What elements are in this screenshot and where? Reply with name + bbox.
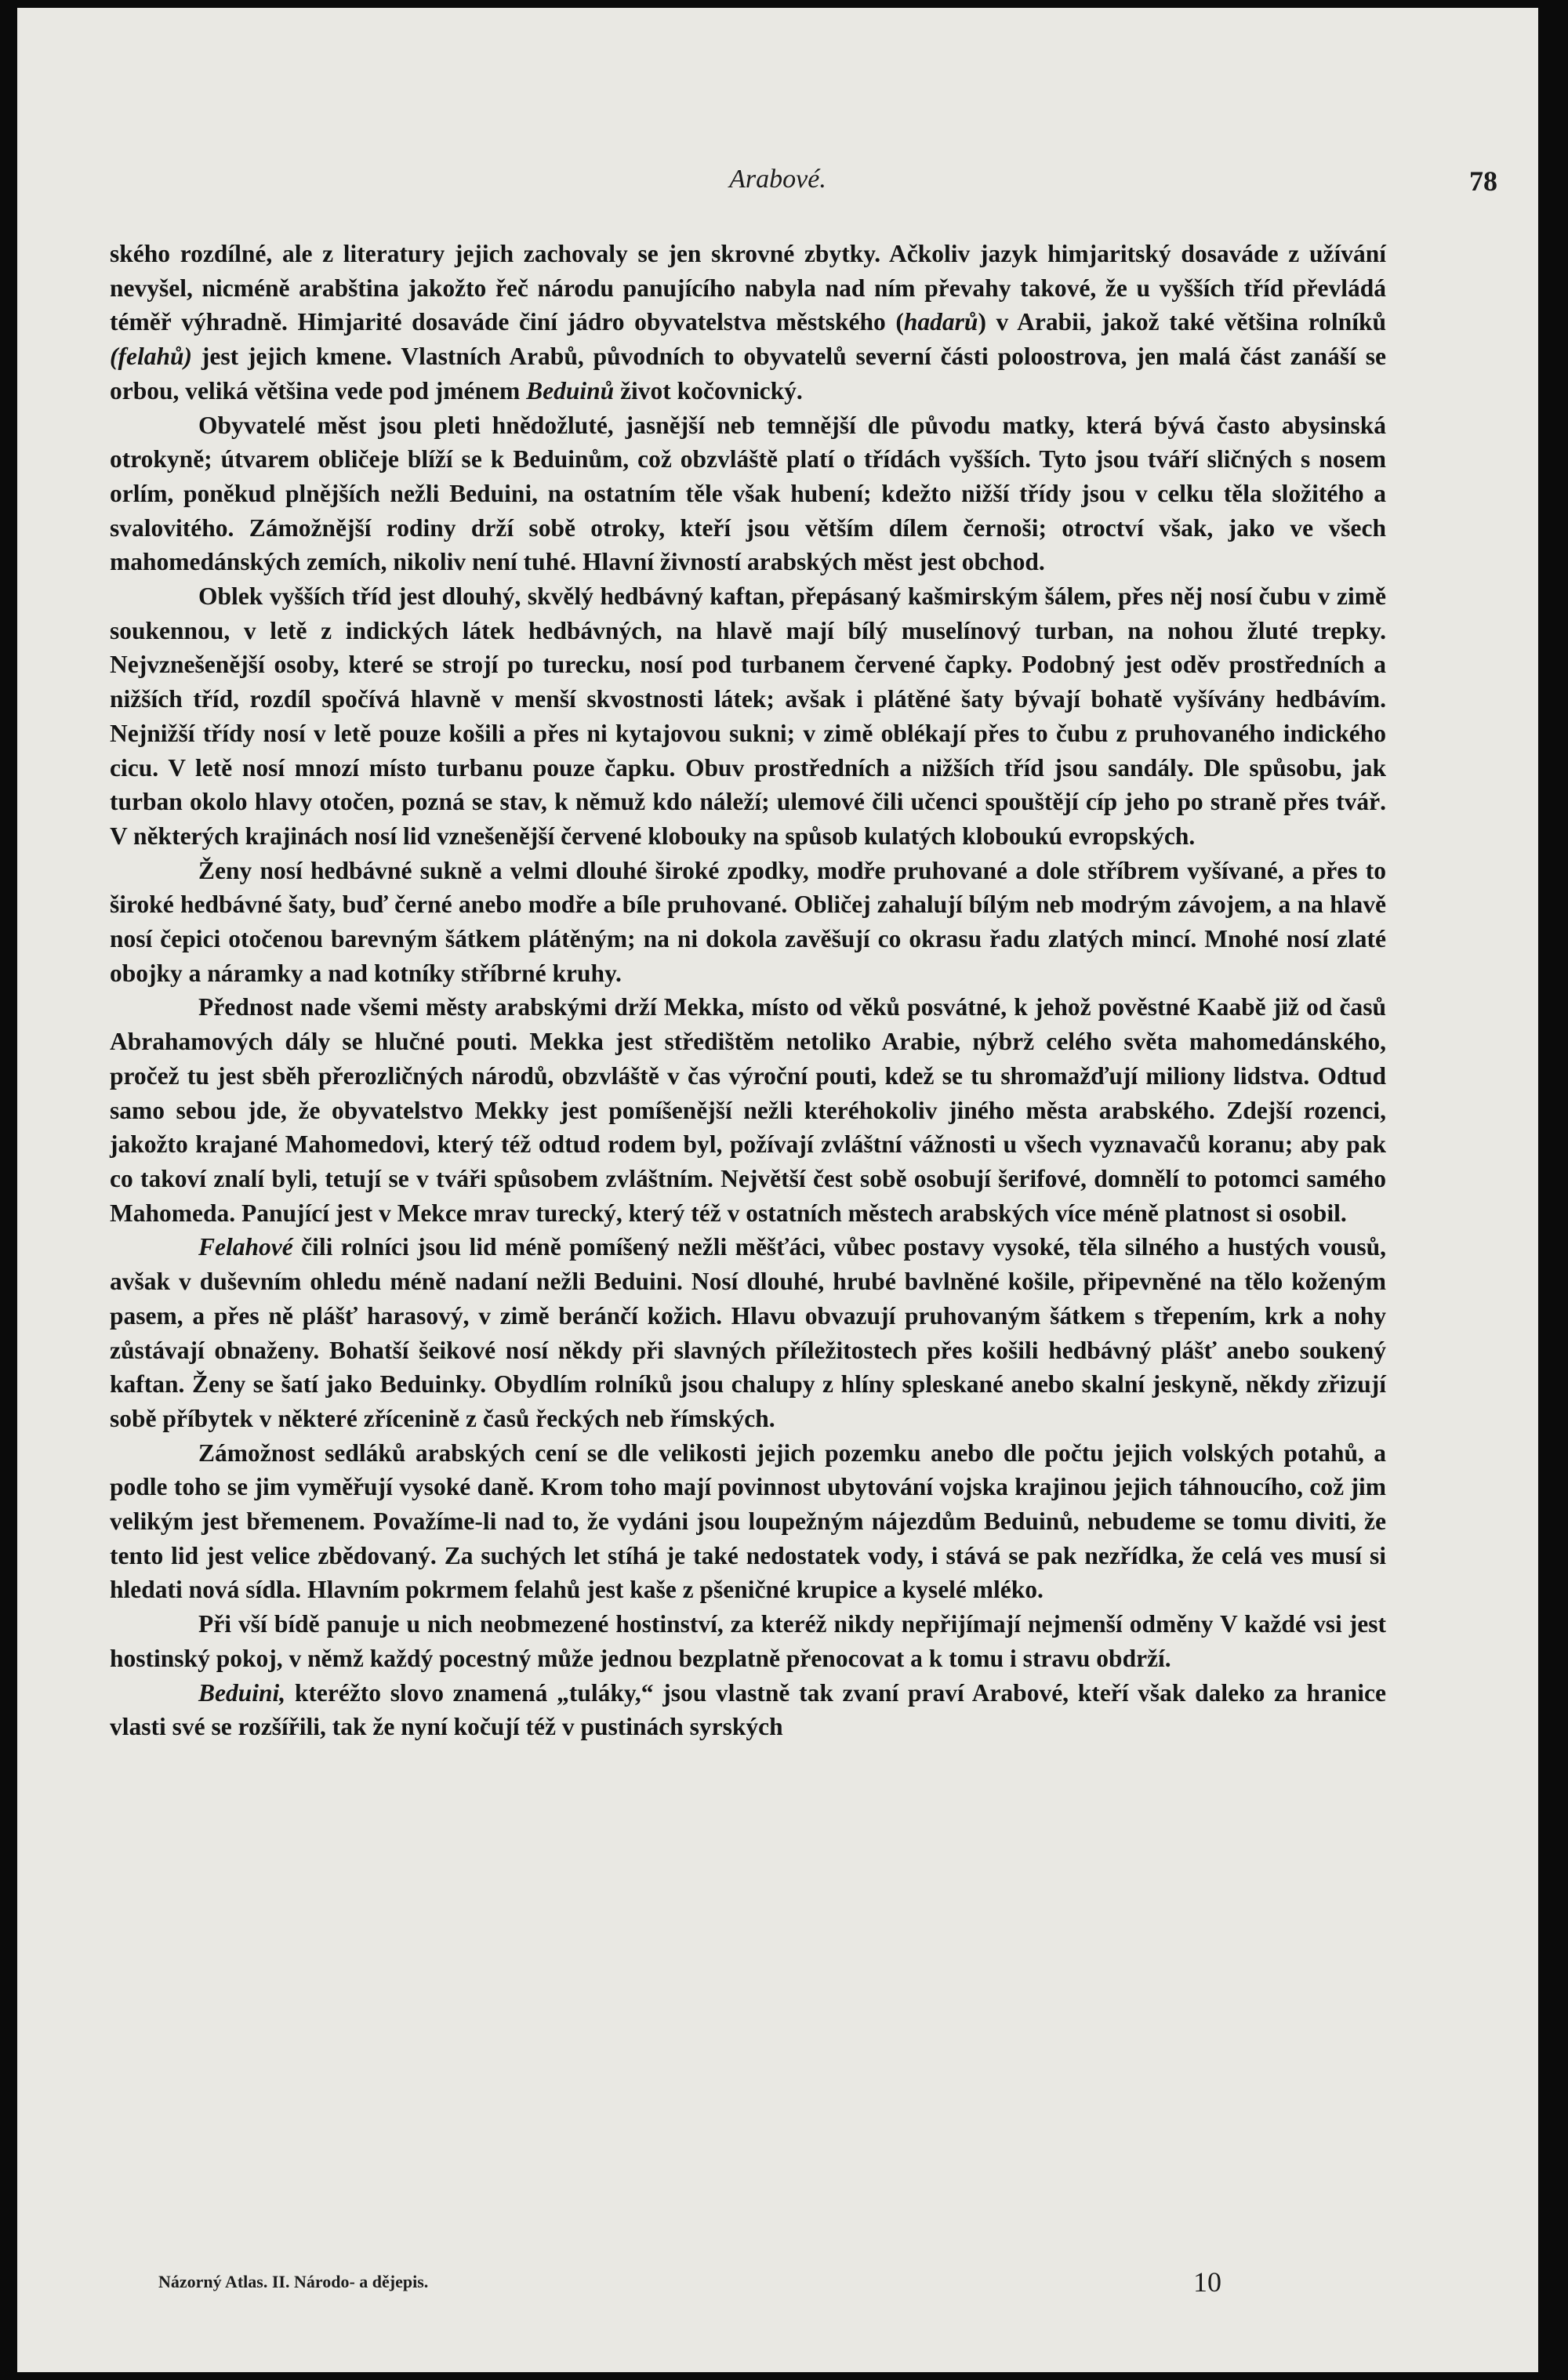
paragraph [110, 1436, 1386, 1608]
text-run: kteréžto slovo znamená „tuláky,“ jsou vlastně tak zvaní praví Arabové, kteří však daleko za hranice vlasti své se rozšířili, tak že nyní kočují též v pustinách syrských [110, 1678, 1386, 1741]
italic-term: Felahové [198, 1233, 293, 1261]
text-run: Ženy nosí hedbávné sukně a velmi dlouhé široké zpodky, modře pruhované a dole stříbrem vyšívané, a přes to široké hedbávné šaty, buď černé anebo modře a bíle pruhované. Obličej zahalují bílým neb modrým závojem, a na hlavě nosí čepici otočenou barevným šátkem plátěným; na ni dokola zavěšují co okrasu řadu zlatých mincí. Mnohé nosí zlaté obojky a náramky a nad kotníky stříbrné kruhy. [110, 856, 1386, 987]
paragraph [110, 1607, 1386, 1675]
italic-term: hadarů [903, 308, 978, 336]
italic-term: Beduinů [526, 376, 615, 405]
paragraph [110, 408, 1386, 580]
running-title: Arabové. [729, 165, 826, 194]
paragraph [110, 579, 1386, 854]
text-run: Zámožnost sedláků arabských cení se dle velikosti jejich pozemku anebo dle počtu jejich volských potahů, a podle toho se jim vyměřují vysoké daně. Krom toho mají povinnost ubytování vojska krajinou jejich táhnoucího, což jim velikým jest břemenem. Považíme-li nad to, že vydáni jsou loupežným nájezdům Beduinů, nebudeme se tomu diviti, že tento lid jest velice zbědovaný. Za suchých let stíhá je také nedostatek vody, i stává se pak nezřídka, že celá ves musí si hledati nová sídla. Hlavním pokrmem felahů jest kaše z pšeničné krupice a kyselé mléko. [110, 1439, 1386, 1604]
page-footer [17, 2266, 1538, 2305]
text-run: Přednost nade všemi městy arabskými drží Mekka, místo od věků posvátné, k jehož pověstné Kaabě již od časů Abrahamových dály se hlučné pouti. Mekka jest středištěm netoliko Arabie, nýbrž celého světa mahomedánského, pročež tu jest sběh přerozličných národů, obzvláště v čas výroční pouti, kdež se tu shromažďují miliony lidstva. Odtud samo sebou jde, že obyvatelstvo Mekky jest pomíšenější nežli kteréhokoliv jiného města arabského. Zdejší rozenci, jakožto krajané Mahomedovi, který též odtud rodem byl, požívají zvláštní vážnosti u všech vyznavačů koranu; aby pak co takoví znalí byli, tetují se v tváři spůsobem zvláštním. Největší čest sobě osobují šerifové, domnělí to potomci samého Mahomeda. Panující jest v Mekce mrav turecký, který též v ostatních městech arabských více méně platnost si osobil. [110, 993, 1386, 1227]
text-run: život kočovnický. [614, 376, 803, 405]
text-run: Oblek vyšších tříd jest dlouhý, skvělý hedbávný kaftan, přepásaný kašmirským šálem, přes něj nosí čubu v zimě soukennou, v letě z indických látek hedbávných, na hlavě mají bílý muselínový turban, na nohou žluté trepky. Nejvznešenější osoby, které se strojí po turecku, nosí pod turbanem červené čapky. Podobný jest oděv prostředních a nižších tříd, rozdíl spočívá hlavně v menší skvostnosti látek; avšak i plátěné šaty bývají bohatě vyšívány hedbávím. Nejnižší třídy nosí v letě pouze košili a přes ni kytajovou sukni; v zimě oblékají přes to čubu z pruhovaného indického cicu. V letě nosí mnozí místo turbanu pouze čapku. Obuv prostředních a nižších tříd jsou sandály. Dle spůsobu, jak turban okolo hlavy otočen, pozná se stav, k němuž kdo náleží; ulemové čili učenci spouštějí cíp jeho po straně přes tvář. V některých krajinách nosí lid vznešenější červené klobouky na spůsob kulatých kloboukú evropských. [110, 582, 1386, 850]
page-number: 78 [1469, 165, 1497, 197]
body-text [110, 237, 1386, 1744]
italic-term: (felahů) [110, 343, 192, 371]
text-run: ského rozdílné, ale z literatury jejich zachovaly se jen skrovné zbytky. Ačkoliv jazyk himjaritský dosaváde z užívání nevyšel, nicméně arabština jakožto řeč národu panujícího nabyla nad ním převahy takové, že u vyšších tříd převládá téměř výhradně. Himjarité dosaváde činí jádro obyvatelstva městského ( [110, 240, 1386, 336]
printer-signature: 10 [1193, 2266, 1221, 2298]
text-run: čili rolníci jsou lid méně pomíšený nežli měšťáci, vůbec postavy vysoké, těla silného a hustých vousů, avšak v duševním ohledu méně nadaní nežli Beduini. Nosí dlouhé, hrubé bavlněné košile, připevněné na tělo koženým pasem, a přes ně plášť harasový, v zimě beránčí kožich. Hlavu obvazují pruhovaným šátkem s třepením, krk a nohy zůstávají obnaženy. Bohatší šeikové nosí někdy při slavných příležitostech přes košili hedbávný plášť anebo soukený kaftan. Ženy se šatí jako Beduinky. Obydlím rolníků jsou chalupy z hlíny spleskané anebo skalní jeskyně, někdy zřizují sobě příbytek v některé zřícenině z časů řeckých neb římských. [110, 1233, 1386, 1432]
footer-publication: Názorný Atlas. II. Národo- a dějepis. [158, 2272, 429, 2291]
paragraph [110, 854, 1386, 991]
paragraph [110, 1230, 1386, 1435]
text-run: Při vší bídě panuje u nich neobmezené hostinství, za kteréž nikdy nepřijímají nejmenší odměny V každé vsi jest hostinský pokoj, v němž každý pocestný může jednou bezplatně přenocovat a k tomu i stravu obdrží. [110, 1610, 1386, 1672]
italic-term: Beduini, [198, 1678, 286, 1707]
paragraph [110, 1676, 1386, 1744]
text-run: Obyvatelé měst jsou pleti hnědožluté, jasnější neb temnější dle původu matky, která bývá často abysinská otrokyně; útvarem obličeje blíží se k Beduinům, což obzvláště platí o třídách vyšších. Tyto jsou tváří sličných s nosem orlím, poněkud plnějších nežli Beduini, na ostatním těle však hubení; kdežto nižší třídy jsou v celku těla složitého a svalovitého. Zámožnější rodiny drží sobě otroky, kteří jsou větším dílem černoši; otroctví však, jako ve všech mahomedánských zemích, nikoliv není tuhé. Hlavní živností arabských měst jest obchod. [110, 411, 1386, 576]
book-page [17, 8, 1538, 2372]
text-run: jest jejich kmene. Vlastních Arabů, původních to obyvatelů severní části poloostrova, jen malá část zanáší se orbou, veliká většina vede pod jménem [110, 343, 1386, 405]
text-run: ) v Arabii, jakož také většina rolníků [978, 308, 1386, 336]
paragraph [110, 990, 1386, 1230]
paragraph [110, 237, 1386, 408]
page-header [17, 165, 1538, 212]
